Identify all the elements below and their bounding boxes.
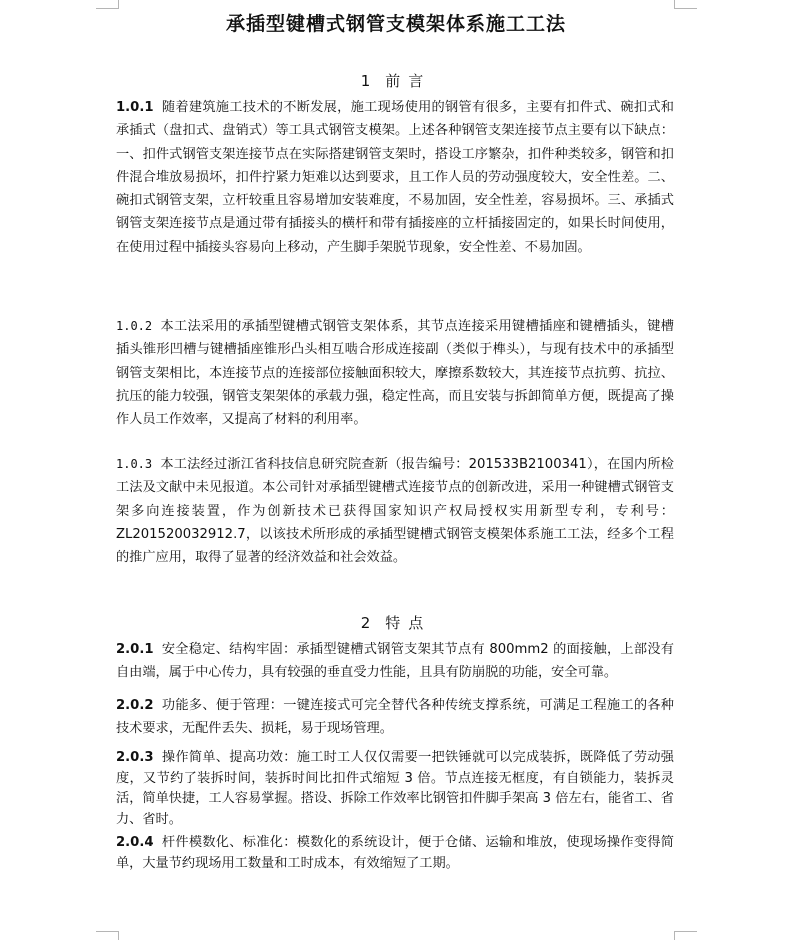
document-title: 承插型键槽式钢管支模架体系施工工法 — [225, 13, 566, 35]
paragraph-text: 本工法经过浙江省科技信息研究院查新（报告编号：201533B2100341），在国内所检工法及文献中未见报道。本公司针对承插型键槽式连接节点的创新改进，采用一种键槽式钢管支架多向连接装置，作为创新技术已获得国家知识产权局授权实用新型专利，专利号：ZL201520032912.7，以该技术所形成的承插型键槽式钢管支模架体系施工工法，经多个工程的推广应用，取得了显著的经济效益和社会效益。 — [116, 457, 674, 566]
section-number: 2 — [360, 614, 372, 632]
paragraph-2-0-3 — [116, 748, 674, 830]
section-number: 1 — [360, 72, 372, 90]
page-corner-mark — [674, 931, 697, 940]
page-corner-mark — [674, 0, 697, 9]
paragraph-2-0-1 — [116, 638, 674, 685]
paragraph-text: 杆件模数化、标准化：模数化的系统设计，便于仓储、运输和堆放，使现场操作变得简单，大量节约现场用工数量和工时成本，有效缩短了工期。 — [116, 835, 674, 871]
paragraph-text: 操作简单、提高功效：施工时工人仅仅需要一把铁锤就可以完成装拆，既降低了劳动强度，又节约了装拆时间，装拆时间比扣件式缩短 3 倍。节点连接无框度，有自锁能力，装拆灵活，简单快捷，工人容易掌握。搭设、拆除工作效率比钢管扣件脚手架高 3 倍左右，能省工、省力、省时。 — [116, 750, 674, 827]
paragraph-1-0-1 — [116, 96, 674, 259]
paragraph-number: 1.0.1 — [116, 100, 154, 115]
section-heading-preface — [0, 70, 792, 91]
paragraph-text: 功能多、便于管理：一键连接式可完全替代各种传统支撑系统，可满足工程施工的各种技术要求，无配件丢失、损耗，易于现场管理。 — [116, 698, 674, 737]
paragraph-number: 2.0.2 — [116, 698, 154, 713]
paragraph-2-0-2 — [116, 694, 674, 741]
paragraph-number: 1.0.2 — [116, 319, 153, 333]
paragraph-number: 1.0.3 — [116, 457, 153, 471]
paragraph-text: 安全稳定、结构牢固：承插型键槽式钢管支架其节点有 800mm2 的面接触，上部没有自由端，属于中心传力，具有较强的垂直受力性能，且具有防崩脱的功能，安全可靠。 — [116, 642, 674, 681]
paragraph-1-0-3 — [116, 453, 674, 569]
page-corner-mark — [96, 931, 119, 940]
paragraph-2-0-4 — [116, 833, 674, 874]
paragraph-number: 2.0.4 — [116, 835, 154, 850]
section-title: 前言 — [385, 72, 432, 90]
paragraph-text: 随着建筑施工技术的不断发展，施工现场使用的钢管有很多，主要有扣件式、碗扣式和承插式（盘扣式、盘销式）等工具式钢管支模架。上述各种钢管支架连接节点主要有以下缺点：一、扣件式钢管支架连接节点在实际搭建钢管支架时，搭设工序繁杂，扣件种类较多，钢管和扣件混合堆放易损坏，扣件拧紧力矩难以达到要求，且工作人员的劳动强度较大，安全性差。二、碗扣式钢管支架，立杆较重且容易增加安装难度，不易加固，安全性差，容易损坏。三、承插式钢管支架连接节点是通过带有插接头的横杆和带有插接座的立杆插接固定的，如果长时间使用，在使用过程中插接头容易向上移动，产生脚手架脱节现象，安全性差、不易加固。 — [116, 100, 674, 255]
paragraph-number: 2.0.1 — [116, 642, 154, 657]
paragraph-1-0-2 — [116, 315, 674, 431]
section-heading-features — [0, 612, 792, 633]
paragraph-text: 本工法采用的承插型键槽式钢管支架体系，其节点连接采用键槽插座和键槽插头，键槽插头锥形凹槽与键槽插座锥形凸头相互啮合形成连接副（类似于榫头），与现有技术中的承插型钢管支架相比，本连接节点的连接部位接触面积较大，摩擦系数较大，其连接节点抗剪、抗拉、抗压的能力较强，钢管支架架体的承载力强，稳定性高，而且安装与拆卸简单方便，既提高了操作人员工作效率，又提高了材料的利用率。 — [116, 319, 674, 428]
page-corner-mark — [96, 0, 119, 9]
section-title: 特点 — [385, 614, 432, 632]
paragraph-number: 2.0.3 — [116, 750, 154, 765]
